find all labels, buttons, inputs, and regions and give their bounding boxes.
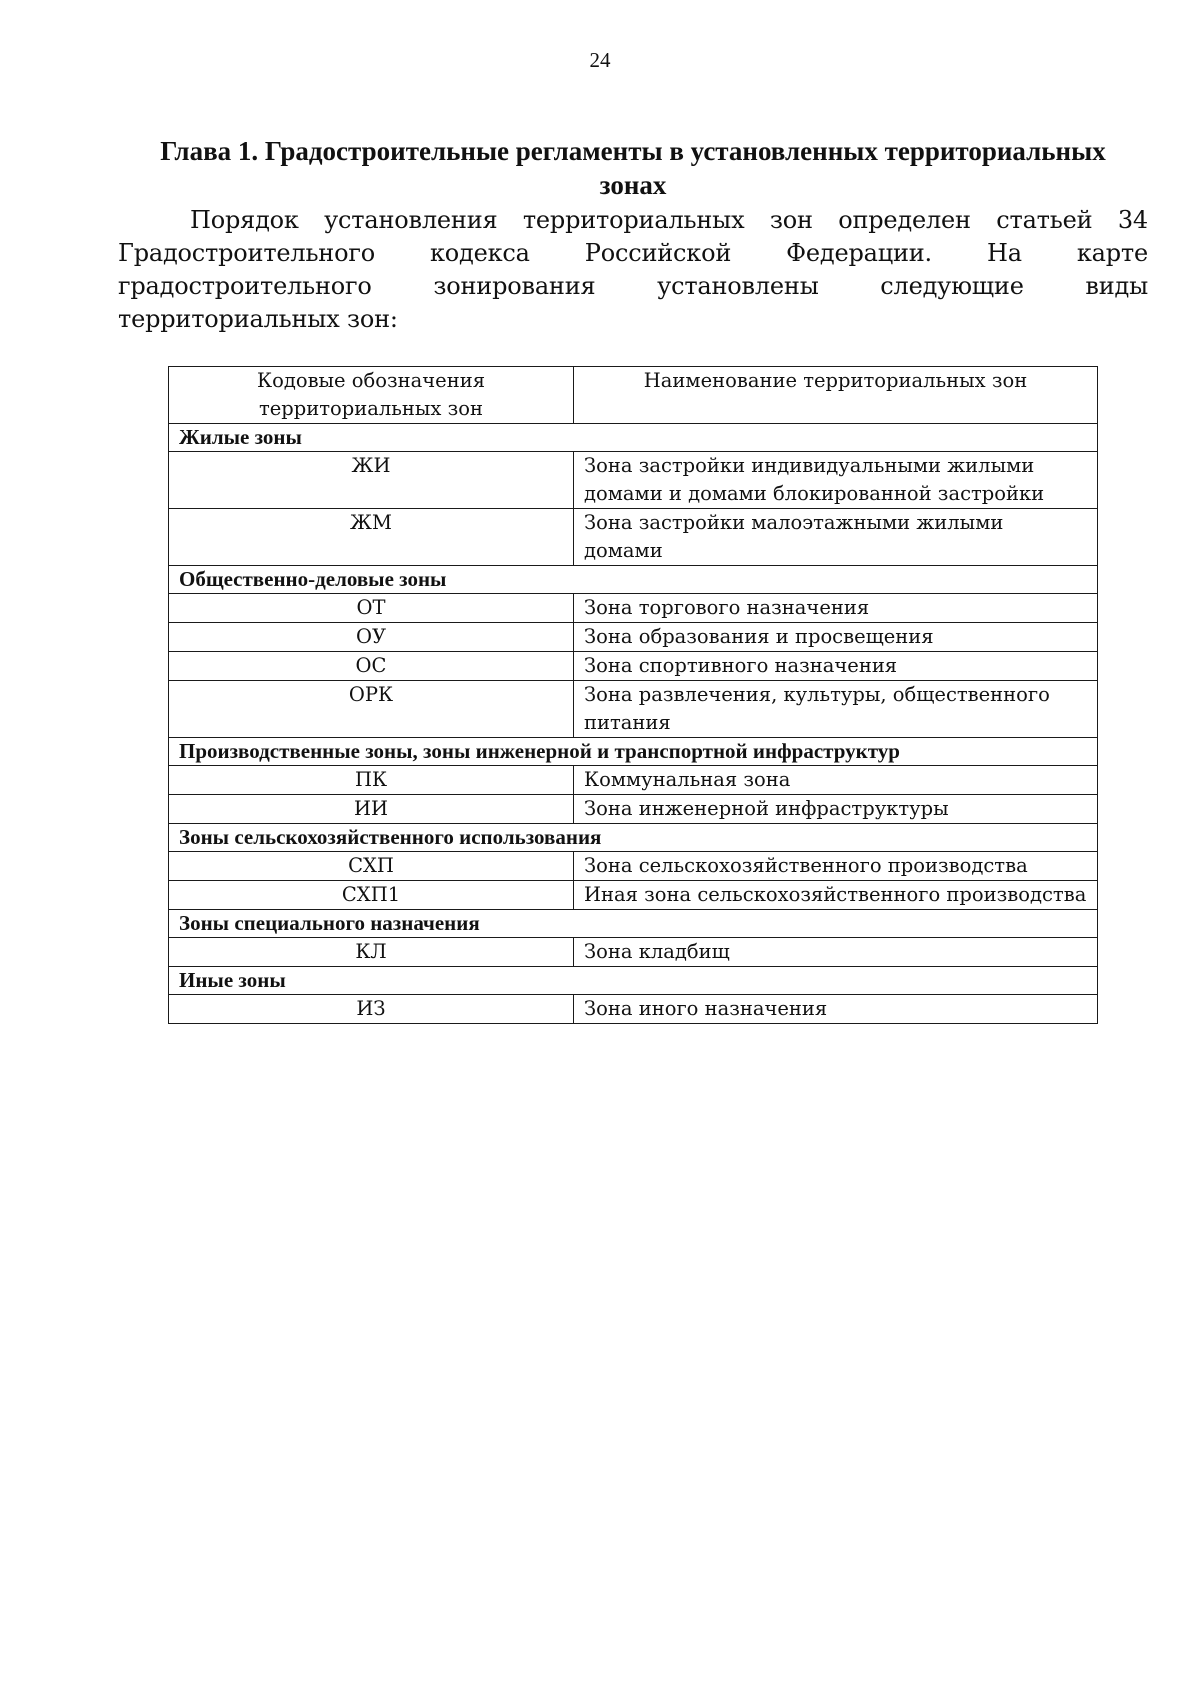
zone-name: Зона образования и просвещения — [574, 623, 1098, 652]
group-title: Общественно-деловые зоны — [169, 566, 1098, 594]
table-row — [169, 938, 1098, 967]
table-row — [169, 995, 1098, 1024]
intro-paragraph: Порядок установления территориальных зон определен статьей 34 Градостроительного кодекса Российской Федерации. На карте градостроительного зонирования установлены следующие виды территориальных зон: — [118, 206, 1148, 333]
table-row — [169, 509, 1098, 566]
zone-name: Зона спортивного назначения — [574, 652, 1098, 681]
table-row — [169, 766, 1098, 795]
group-title: Жилые зоны — [169, 424, 1098, 452]
zone-name: Коммунальная зона — [574, 766, 1098, 795]
table-row — [169, 881, 1098, 910]
zone-code: ОС — [169, 652, 574, 681]
zone-name: Зона торгового назначения — [574, 594, 1098, 623]
group-title: Зоны сельскохозяйственного использования — [169, 824, 1098, 852]
zone-name: Зона развлечения, культуры, общественного питания — [574, 681, 1098, 738]
zone-code: КЛ — [169, 938, 574, 967]
table-header-row — [169, 367, 1098, 424]
zone-code: СХП1 — [169, 881, 574, 910]
group-title: Производственные зоны, зоны инженерной и транспортной инфраструктур — [169, 738, 1098, 766]
zone-code: ПК — [169, 766, 574, 795]
table-row — [169, 681, 1098, 738]
zone-code: ОТ — [169, 594, 574, 623]
group-row — [169, 424, 1098, 452]
zone-code: ЖМ — [169, 509, 574, 566]
zone-code: ИИ — [169, 795, 574, 824]
table-row — [169, 452, 1098, 509]
zone-name: Зона застройки индивидуальными жилыми домами и домами блокированной застройки — [574, 452, 1098, 509]
header-code: Кодовые обозначения территориальных зон — [169, 367, 574, 424]
group-row — [169, 566, 1098, 594]
group-row — [169, 967, 1098, 995]
zones-table-body — [169, 424, 1098, 1024]
group-title: Зоны специального назначения — [169, 910, 1098, 938]
chapter-title — [118, 134, 1148, 202]
table-row — [169, 594, 1098, 623]
zone-name: Зона кладбищ — [574, 938, 1098, 967]
group-row — [169, 738, 1098, 766]
group-row — [169, 910, 1098, 938]
header-name: Наименование территориальных зон — [574, 367, 1098, 424]
zone-code: ОУ — [169, 623, 574, 652]
table-row — [169, 795, 1098, 824]
zone-name: Зона застройки малоэтажными жилыми домами — [574, 509, 1098, 566]
group-title: Иные зоны — [169, 967, 1098, 995]
table-row — [169, 623, 1098, 652]
zone-code: ИЗ — [169, 995, 574, 1024]
chapter-title-line-2: зонах — [599, 170, 667, 200]
zone-code: ЖИ — [169, 452, 574, 509]
zones-table — [168, 366, 1098, 1024]
zone-code: СХП — [169, 852, 574, 881]
zone-name: Иная зона сельскохозяйственного производства — [574, 881, 1098, 910]
table-row — [169, 852, 1098, 881]
group-row — [169, 824, 1098, 852]
chapter-title-line-1: Глава 1. Градостроительные регламенты в установленных территориальных — [160, 136, 1106, 166]
table-row — [169, 652, 1098, 681]
zone-name: Зона иного назначения — [574, 995, 1098, 1024]
zone-name: Зона сельскохозяйственного производства — [574, 852, 1098, 881]
zone-code: ОРК — [169, 681, 574, 738]
zone-name: Зона инженерной инфраструктуры — [574, 795, 1098, 824]
page-number: 24 — [589, 48, 611, 72]
